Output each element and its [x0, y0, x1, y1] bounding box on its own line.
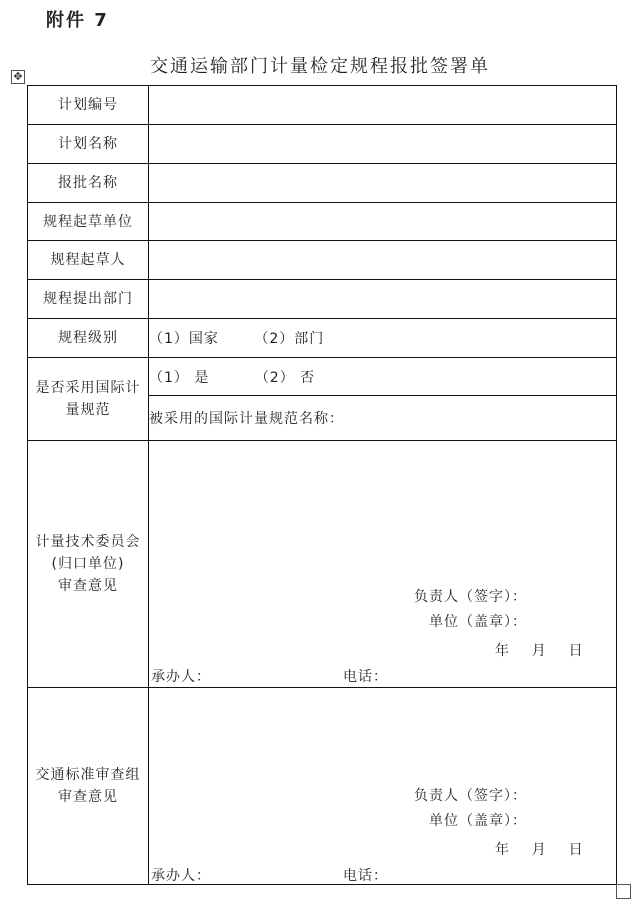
level-option-national[interactable]: （1）国家 — [149, 331, 219, 347]
committee-label-line3: 审查意见 — [58, 578, 118, 594]
committee-label-line1: 计量技术委员会 — [35, 534, 141, 550]
transport-date: 年 月 日 — [495, 842, 584, 858]
submission-name-label: 报批名称 — [28, 164, 149, 203]
plan-name-field[interactable] — [149, 125, 617, 164]
drafter-field[interactable] — [149, 241, 617, 280]
intl-adoption-options — [149, 358, 617, 396]
transport-label-line2: 审查意见 — [58, 789, 118, 805]
intl-option-no[interactable]: （2） 否 — [254, 369, 316, 386]
table-move-handle-icon[interactable]: ✥ — [11, 70, 25, 84]
plan-name-label: 计划名称 — [28, 125, 149, 164]
drafting-unit-label: 规程起草单位 — [28, 203, 149, 241]
level-label: 规程级别 — [28, 319, 149, 358]
intl-option-yes[interactable]: （1） 是 — [149, 369, 210, 386]
committee-responsible-signature: 负责人（签字）： — [414, 589, 527, 605]
committee-unit-seal: 单位（盖章）： — [429, 614, 527, 630]
transport-responsible-signature: 负责人（签字）： — [414, 788, 527, 804]
transport-review-label — [28, 688, 149, 885]
plan-number-label: 计划编号 — [28, 86, 149, 125]
attachment-label: 附件 7 — [46, 10, 109, 31]
committee-label-line2: (归口单位) — [51, 556, 125, 572]
committee-handler: 承办人： — [151, 669, 211, 685]
transport-handler: 承办人： — [151, 868, 211, 884]
approval-form-table — [27, 85, 617, 885]
intl-spec-name-field[interactable] — [149, 396, 617, 441]
plan-number-field[interactable] — [149, 86, 617, 125]
intl-adoption-label: 是否采用国际计量规范 — [28, 358, 149, 441]
drafting-unit-field[interactable] — [149, 203, 617, 241]
committee-review-area[interactable] — [149, 441, 617, 688]
committee-phone: 电话： — [343, 669, 388, 685]
transport-label-line1: 交通标准审查组 — [35, 767, 141, 783]
submission-name-field[interactable] — [149, 164, 617, 203]
committee-date: 年 月 日 — [495, 643, 584, 659]
transport-review-area[interactable] — [149, 688, 617, 885]
intl-spec-name-label: 被采用的国际计量规范名称： — [149, 411, 344, 427]
form-title: 交通运输部门计量检定规程报批签署单 — [150, 56, 490, 77]
drafter-label: 规程起草人 — [28, 241, 149, 280]
committee-review-label — [28, 441, 149, 688]
level-option-department[interactable]: （2）部门 — [254, 331, 325, 347]
transport-phone: 电话： — [343, 868, 388, 884]
transport-unit-seal: 单位（盖章）： — [429, 813, 527, 829]
table-resize-handle[interactable] — [616, 884, 631, 899]
level-options — [149, 319, 617, 358]
proposing-dept-label: 规程提出部门 — [28, 280, 149, 319]
proposing-dept-field[interactable] — [149, 280, 617, 319]
